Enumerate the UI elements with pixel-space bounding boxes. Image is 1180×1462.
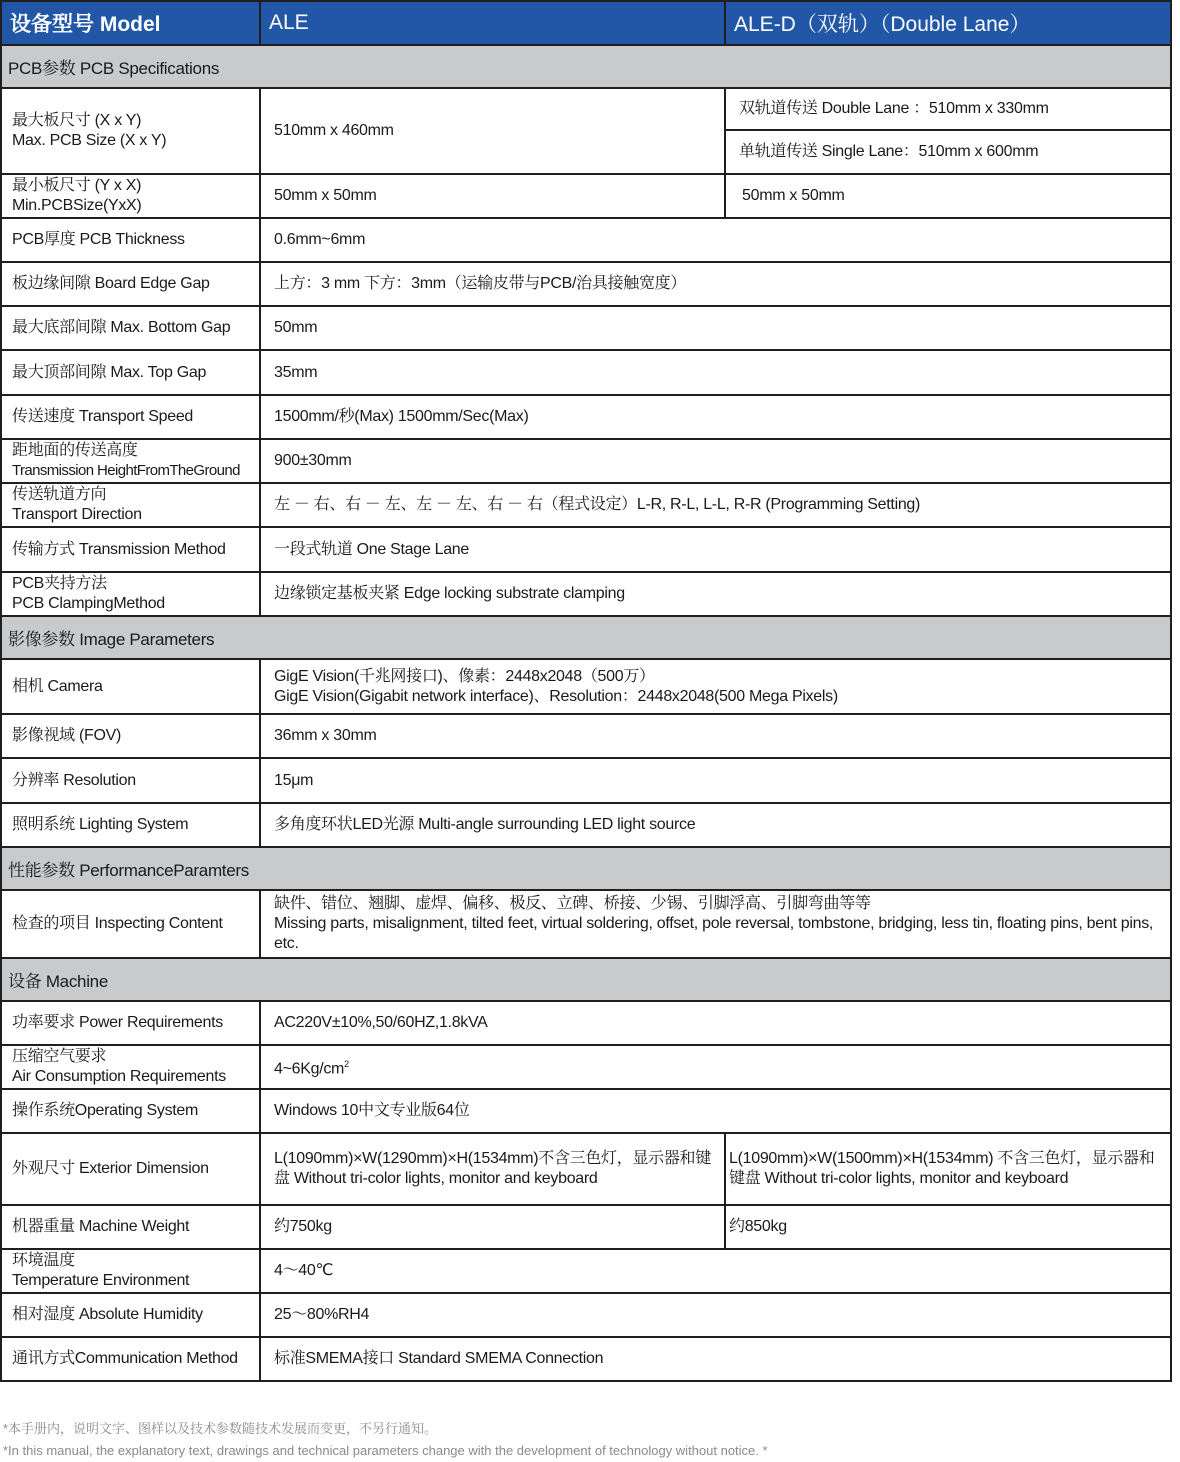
row-label: 检查的项目 Inspecting Content [1,890,260,958]
table-row [1,306,1171,350]
row-value: 上方：3 mm 下方：3mm（运输皮带与PCB/治具接触宽度） [260,262,1171,306]
row-label [1,1045,260,1089]
row-label [1,439,260,483]
value-ale-d-double: 双轨道传送 Double Lane ：510mm x 330mm [725,88,1171,130]
row-value: 标准SMEMA接口 Standard SMEMA Connection [260,1337,1171,1381]
row-label [1,572,260,616]
value-ale: 510mm x 460mm [260,88,725,174]
row-label: 相机 Camera [1,659,260,714]
table-row [1,714,1171,758]
label-en: PCB ClampingMethod [12,595,165,612]
row-value: 0.6mm~6mm [260,218,1171,262]
label-zh: 压缩空气要求 [12,1048,107,1065]
value-ale-d: 50mm x 50mm [725,174,1171,218]
row-label: 功率要求 Power Requirements [1,1001,260,1045]
table-row [1,1089,1171,1133]
row-value: 25～80%RH4 [260,1293,1171,1337]
row-value [260,1045,1171,1089]
table-row [1,483,1171,527]
row-label [1,174,260,218]
value-text: 4~6Kg/cm [274,1060,345,1078]
value-ale: 约750kg [260,1205,725,1249]
row-value: 50mm [260,306,1171,350]
header-ale: ALE [260,1,725,45]
row-value: Windows 10中文专业版64位 [260,1089,1171,1133]
header-row [1,1,1171,45]
section-title: 影像参数 Image Parameters [1,616,1171,659]
row-label: 板边缘间隙 Board Edge Gap [1,262,260,306]
row-label: 照明系统 Lighting System [1,803,260,847]
table-row [1,758,1171,803]
row-value: 900±30mm [260,439,1171,483]
table-row [1,350,1171,395]
row-value: AC220V±10%,50/60HZ,1.8kVA [260,1001,1171,1045]
table-row [1,1205,1171,1249]
table-row [1,803,1171,847]
footnote-zh: *本手册内，说明文字、图样以及技术参数随技术发展而变更，不另行通知。 [3,1421,438,1436]
row-label: 外观尺寸 Exterior Dimension [1,1133,260,1205]
label-zh: PCB夹持方法 [12,575,107,592]
value-ale-d: L(1090mm)×W(1500mm)×H(1534mm) 不含三色灯，显示器和键盘 Without tri-color lights, monitor and keyboard [725,1133,1171,1205]
table-row [1,439,1171,483]
table-row [1,1045,1171,1089]
label-zh: 传送轨道方向 [12,486,107,503]
row-value: 4～40℃ [260,1249,1171,1293]
label-en: Air Consumption Requirements [12,1068,226,1085]
label-en: Transmission HeightFromTheGround [12,462,240,479]
section-title: 性能参数 PerformanceParamters [1,847,1171,890]
row-value: 35mm [260,350,1171,395]
header-ale-d: ALE-D（双轨）（Double Lane） [725,1,1171,45]
label-zh: 最小板尺寸 (Y x X) [12,177,142,194]
value-ale: L(1090mm)×W(1290mm)×H(1534mm)不含三色灯，显示器和键盘 Without tri-color lights, monitor and keyboard [260,1133,725,1205]
row-value: 一段式轨道 One Stage Lane [260,527,1171,572]
value-ale: 50mm x 50mm [260,174,725,218]
footnote-en: *In this manual, the explanatory text, drawings and technical parameters change with the development of technology without notice. * [3,1443,768,1458]
label-en: Temperature Environment [12,1272,190,1289]
row-value: 边缘锁定基板夹紧 Edge locking substrate clamping [260,572,1171,616]
label-zh: 最大板尺寸 (X x Y) [12,112,142,129]
value-zh: GigE Vision(千兆网接口)、像素：2448x2048（500万） [274,667,655,685]
table-row [1,88,1171,130]
value-superscript: 2 [344,1059,349,1070]
section-image [1,616,1171,659]
value-ale-d-single: 单轨道传送 Single Lane：510mm x 600mm [725,130,1171,174]
footnote [3,1418,768,1462]
section-machine [1,958,1171,1001]
row-value [260,890,1171,958]
row-label: 最大底部间隙 Max. Bottom Gap [1,306,260,350]
value-zh: 缺件、错位、翘脚、虚焊、偏移、极反、立碑、桥接、少锡、引脚浮高、引脚弯曲等等 [274,895,871,912]
label-en: Transport Direction [12,506,142,523]
row-label: 通讯方式Communication Method [1,1337,260,1381]
row-value: 1500mm/秒(Max) 1500mm/Sec(Max) [260,395,1171,439]
table-row [1,1293,1171,1337]
table-row [1,659,1171,714]
table-row [1,262,1171,306]
label-zh: 环境温度 [12,1252,75,1269]
section-performance [1,847,1171,890]
table-row [1,890,1171,958]
label-en: Min.PCBSize(YxX) [12,197,142,214]
table-row [1,174,1171,218]
row-value [260,659,1171,714]
row-label: PCB厚度 PCB Thickness [1,218,260,262]
label-zh: 距地面的传送高度 [12,442,138,459]
row-label: 相对湿度 Absolute Humidity [1,1293,260,1337]
row-label: 传输方式 Transmission Method [1,527,260,572]
table-row [1,1337,1171,1381]
section-title: PCB参数 PCB Specifications [1,45,1171,88]
row-value: 15μm [260,758,1171,803]
row-label: 影像视域 (FOV) [1,714,260,758]
row-label [1,483,260,527]
row-value: 36mm x 30mm [260,714,1171,758]
table-row [1,218,1171,262]
row-label: 最大顶部间隙 Max. Top Gap [1,350,260,395]
section-pcb [1,45,1171,88]
value-ale-d: 约850kg [725,1205,1171,1249]
table-row [1,395,1171,439]
row-value: 多角度环状LED光源 Multi-angle surrounding LED light source [260,803,1171,847]
value-en: Missing parts, misalignment, tilted feet, virtual soldering, offset, pole reversal, tombstone, bridging, less tin, floating pins, bent pins, etc. [274,915,1154,952]
header-model: 设备型号 Model [1,1,260,45]
row-label [1,1249,260,1293]
value-en: GigE Vision(Gigabit network interface)、Resolution：2448x2048(500 Mega Pixels) [274,687,838,705]
table-row [1,1001,1171,1045]
table-row [1,1133,1171,1205]
table-row [1,527,1171,572]
row-label: 操作系统Operating System [1,1089,260,1133]
section-title: 设备 Machine [1,958,1171,1001]
row-value: 左 － 右、右 － 左、左 － 左、右 － 右（程式设定）L-R, R-L, L-L, R-R (Programming Setting) [260,483,1171,527]
row-label: 传送速度 Transport Speed [1,395,260,439]
table-row [1,572,1171,616]
label-en: Max. PCB Size (X x Y) [12,132,167,149]
table-row [1,1249,1171,1293]
row-label [1,88,260,174]
row-label: 机器重量 Machine Weight [1,1205,260,1249]
row-label: 分辨率 Resolution [1,758,260,803]
